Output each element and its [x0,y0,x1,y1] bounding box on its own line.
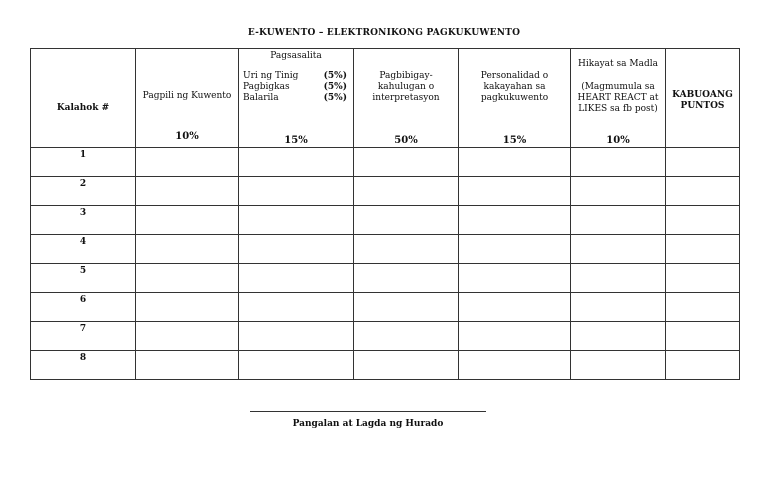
score-cell[interactable] [136,148,239,177]
score-cell[interactable] [459,148,571,177]
contestant-number: 6 [31,293,136,322]
score-cell[interactable] [136,293,239,322]
table-row [31,148,740,177]
subcriterion-percent: (5%) [323,93,347,103]
score-cell[interactable] [354,322,459,351]
score-cell[interactable] [459,264,571,293]
subcriterion-name: Pagbigkas [243,82,290,92]
contestant-number: 2 [31,177,136,206]
score-cell[interactable] [239,264,354,293]
score-cell[interactable] [571,322,666,351]
score-cell[interactable] [666,293,740,322]
scoring-table [30,48,740,380]
score-cell[interactable] [459,177,571,206]
header-kabuuan [666,49,740,148]
score-cell[interactable] [459,206,571,235]
table-row [31,322,740,351]
score-cell[interactable] [239,351,354,380]
score-cell[interactable] [136,177,239,206]
score-cell[interactable] [354,177,459,206]
score-cell[interactable] [136,206,239,235]
score-cell[interactable] [666,148,740,177]
score-cell[interactable] [239,177,354,206]
header-row [31,49,740,148]
table-row [31,177,740,206]
score-cell[interactable] [571,351,666,380]
header-pagbibigay-percent: 50% [394,135,418,146]
score-cell[interactable] [136,351,239,380]
score-cell[interactable] [571,148,666,177]
contestant-number: 1 [31,148,136,177]
header-pagpili [136,49,239,148]
score-cell[interactable] [354,235,459,264]
score-cell[interactable] [666,177,740,206]
score-cell[interactable] [666,206,740,235]
table-row [31,264,740,293]
header-pagbibigay-label: Pagbibigay-kahulugan o interpretasyon [372,71,440,103]
header-pagpili-percent: 10% [175,131,199,142]
score-cell[interactable] [459,235,571,264]
header-kabuuan-label: KABUOANG PUNTOS [672,90,733,111]
score-cell[interactable] [666,322,740,351]
score-cell[interactable] [459,322,571,351]
header-pagsasalita-label: Pagsasalita [270,51,322,61]
header-pagsasalita [239,49,354,148]
score-cell[interactable] [666,264,740,293]
signature-line[interactable] [250,411,486,412]
score-cell[interactable] [459,351,571,380]
header-hikayat-label: Hikayat sa Madla [578,59,658,69]
header-kalahok [31,49,136,148]
header-pagpili-label: Pagpili ng Kuwento [142,91,232,101]
contestant-number: 7 [31,322,136,351]
subcriterion-pagbigkas [243,82,347,93]
header-pagsasalita-percent: 15% [284,135,308,146]
score-cell[interactable] [354,206,459,235]
contestant-number: 4 [31,235,136,264]
subcriterion-name: Uri ng Tinig [243,71,299,81]
score-cell[interactable] [136,264,239,293]
header-hikayat-percent: 10% [606,135,630,146]
score-cell[interactable] [666,351,740,380]
subcriterion-uri-ng-tinig [243,71,347,82]
score-cell[interactable] [571,293,666,322]
header-personalidad-percent: 15% [502,135,527,146]
subcriterion-percent: (5%) [323,71,347,81]
score-cell[interactable] [571,206,666,235]
table-row [31,293,740,322]
score-cell[interactable] [239,206,354,235]
table-row [31,235,740,264]
subcriterion-balarila [243,93,347,104]
header-personalidad [459,49,571,148]
pagsasalita-subcriteria [243,71,347,104]
header-pagbibigay [354,49,459,148]
score-cell[interactable] [354,293,459,322]
header-personalidad-label: Personalidad o kakayahan sa pagkukuwento [480,71,549,103]
score-cell[interactable] [136,322,239,351]
score-cell[interactable] [459,293,571,322]
score-cell[interactable] [239,235,354,264]
score-cell[interactable] [354,351,459,380]
signature-label: Pangalan at Lagda ng Hurado [292,419,444,429]
score-cell[interactable] [571,177,666,206]
score-cell[interactable] [239,322,354,351]
score-cell[interactable] [571,235,666,264]
document-title: E-KUWENTO – ELEKTRONIKONG PAGKUKUWENTO [247,28,521,38]
contestant-number: 8 [31,351,136,380]
score-cell[interactable] [136,235,239,264]
subcriterion-name: Balarila [243,93,279,103]
header-kalahok-label: Kalahok # [56,103,110,113]
score-cell[interactable] [354,264,459,293]
header-hikayat-note: (Magmumula sa HEART REACT at LIKES sa fb post) [577,82,659,114]
contestant-number: 3 [31,206,136,235]
score-cell[interactable] [666,235,740,264]
subcriterion-percent: (5%) [323,82,347,92]
score-cell[interactable] [239,293,354,322]
table-row [31,351,740,380]
contestant-number: 5 [31,264,136,293]
header-hikayat [571,49,666,148]
score-cell[interactable] [354,148,459,177]
score-cell[interactable] [571,264,666,293]
score-cell[interactable] [239,148,354,177]
table-row [31,206,740,235]
